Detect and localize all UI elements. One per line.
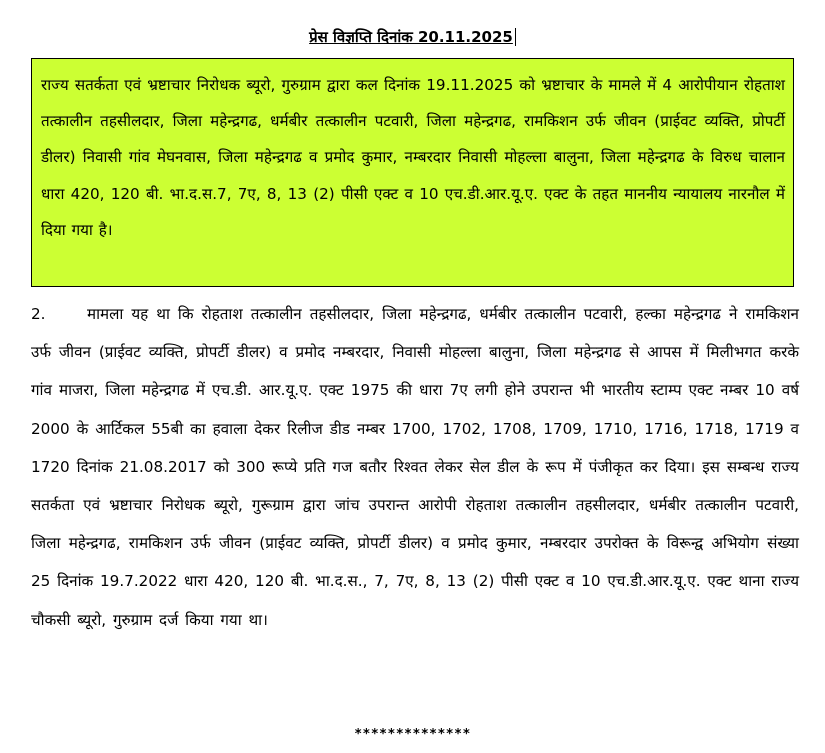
- press-release-title: [0, 26, 825, 48]
- end-of-document-marker: **************: [354, 727, 471, 742]
- summary-paragraph: राज्य सतर्कता एवं भ्रष्टाचार निरोधक ब्यूरो, गुरुग्राम द्वारा कल दिनांक 19.11.2025 को भ्रष्टाचार के मामले में 4 आरोपीयान रोहताश तत्कालीन तहसीलदार, जिला महेन्द्रगढ, धर्मबीर तत्कालीन पटवारी, जिला महेन्द्रगढ, रामकिशन उर्फ जीवन (प्राईवट व्यक्ति, प्रोपर्टी डीलर) निवासी गांव मेघनवास, जिला महेन्द्रगढ व प्रमोद कुमार, नम्बरदार निवासी मोहल्ला बालुना, जिला महेन्द्रगढ के विरुध चालान धारा 420, 120 बी. भा.द.स.7, 7ए, 8, 13 (2) पीसी एक्ट व 10 एच.डी.आर.यू.ए. एक्ट के तहत माननीय न्यायालय नारनौल में दिया गया है।: [41, 76, 785, 239]
- highlighted-summary-box: [31, 58, 794, 287]
- title-text: प्रेस विज्ञप्ति दिनांक 20.11.2025: [309, 28, 516, 46]
- case-details-paragraph: [31, 295, 799, 639]
- case-details-text: मामला यह था कि रोहताश तत्कालीन तहसीलदार, जिला महेन्द्रगढ, धर्मबीर तत्कालीन पटवारी, हल्का महेन्द्रगढ ने रामकिशन उर्फ जीवन (प्राईवट व्यक्ति, प्रोपर्टी डीलर) व प्रमोद नम्बरदार, निवासी मोहल्ला बालुना, जिला महेन्द्रगढ से आपस में मिलीभगत करके गांव माजरा, जिला महेन्द्रगढ में एच.डी. आर.यू.ए. एक्ट 1975 की धारा 7ए लगी होने उपरान्त भी भारतीय स्टाम्प एक्ट नम्बर 10 वर्ष 2000 के आर्टिकल 55बी का हवाला देकर रिलीज डीड नम्बर 1700, 1702, 1708, 1709, 1710, 1716, 1718, 1719 व 1720 दिनांक 21.08.2017 को 300 रूप्ये प्रति गज बतौर रिश्वत लेकर सेल डील के रूप में पंजीकृत कर दिया। इस सम्बन्ध राज्य सतर्कता एवं भ्रष्टाचार निरोधक ब्यूरो, गुरूग्राम द्वारा जांच उपरान्त आरोपी रोहताश तत्कालीन तहसीलदार, धर्मबीर तत्कालीन पटवारी, जिला महेन्द्रगढ, रामकिशन उर्फ जीवन (प्राईवट व्यक्ति, प्रोपर्टी डीलर) व प्रमोद कुमार, नम्बरदार उपरोक्त के विरून्द्व अभियोग संख्या 25 दिनांक 19.7.2022 धारा 420, 120 बी. भा.द.स., 7, 7ए, 8, 13 (2) पीसी एक्ट व 10 एच.डी.आर.यू.ए. एक्ट थाना राज्य चौकसी ब्यूरो, गुरुग्राम दर्ज किया गया था।: [31, 305, 799, 629]
- paragraph-number: 2.: [31, 305, 46, 323]
- case-details-section: [31, 295, 799, 639]
